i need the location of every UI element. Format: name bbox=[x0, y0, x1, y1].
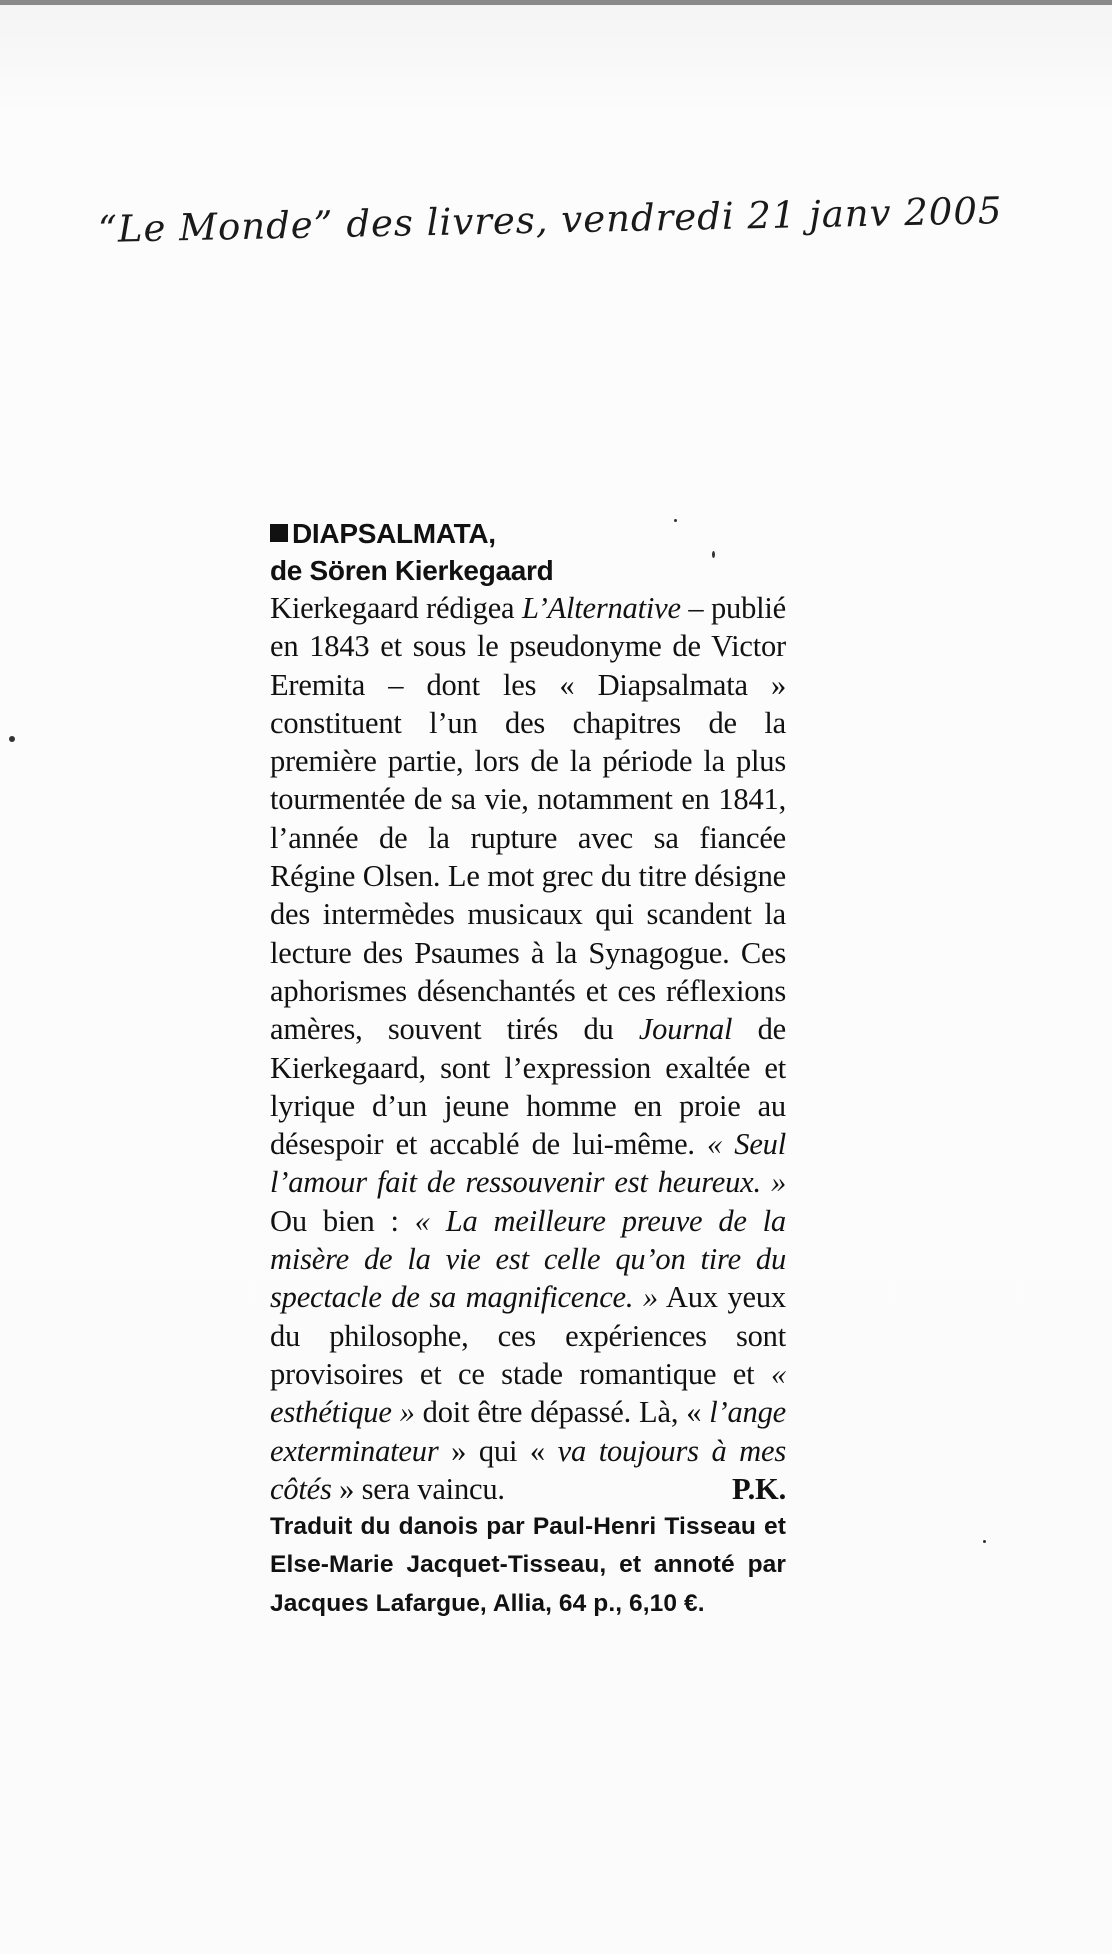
article-title: DIAPSALMATA, bbox=[292, 518, 496, 549]
book-review-article bbox=[270, 515, 786, 1623]
book-credits: Traduit du danois par Paul-Henri Tisseau et Else-Marie Jacquet-Tisseau, et annoté par Jacques Lafargue, Allia, 64 p., 6,10 €. bbox=[270, 1513, 786, 1617]
square-bullet-icon bbox=[270, 524, 288, 542]
article-title-line bbox=[270, 515, 786, 552]
paper-speck bbox=[712, 551, 715, 558]
body-text-segment: – publié en 1843 et sous le pseudonyme de Victor Eremita – dont les « Diapsalmata » constituent l’un des chapitres de la première partie, lors de la période la plus tourmentée de sa vie, notamment en 1841, l’année de la rupture avec sa fiancée Régine Olsen. Le mot grec du titre désigne des intermèdes musicaux qui scandent la lecture des Psaumes à la Synagogue. Ces aphorismes désenchantés et ces réflexions amères, souvent tirés du bbox=[270, 591, 786, 1047]
paper-speck bbox=[674, 519, 677, 522]
body-italic-segment: « La meilleure preuve de la misère de la vie est celle qu’on tire du spectacle de sa magnificence. » bbox=[270, 1203, 786, 1315]
body-text-segment: de Kierkegaard, sont l’expression exaltée et lyrique d’un jeune homme en proie au désespoir et accablé de lui-même. bbox=[270, 1012, 787, 1162]
body-text-segment: » qui « bbox=[438, 1433, 558, 1468]
paper-speck bbox=[983, 1540, 986, 1543]
body-text-segment: Ou bien : bbox=[270, 1203, 415, 1238]
reviewer-signature: P.K. bbox=[731, 1471, 786, 1506]
paper-speck bbox=[9, 736, 15, 742]
body-italic-segment: Journal bbox=[638, 1012, 733, 1047]
body-italic-segment: l’ange exterminateur bbox=[270, 1395, 786, 1468]
body-italic-segment: « esthétique » bbox=[270, 1356, 786, 1430]
body-text-segment: Kierkegaard rédigea bbox=[270, 591, 522, 625]
body-italic-segment: va toujours à mes côtés bbox=[270, 1433, 786, 1506]
article-body bbox=[270, 589, 786, 1508]
body-italic-segment: « Seul l’amour fait de ressouvenir est heureux. » bbox=[270, 1127, 786, 1200]
body-text-segment: Aux yeux du philosophe, ces expériences sont provisoires et ce stade romantique et bbox=[270, 1280, 786, 1391]
body-text-segment: » sera vaincu. bbox=[331, 1471, 505, 1506]
body-italic-segment: L’Alternative bbox=[521, 591, 681, 625]
body-text-segment: doit être dépassé. Là, « bbox=[414, 1395, 710, 1430]
article-author: de Sören Kierkegaard bbox=[270, 555, 554, 586]
scan-top-edge bbox=[0, 0, 1112, 5]
handwritten-source-note: “Le Monde” des livres, vendredi 21 janv 2005 bbox=[97, 189, 1003, 251]
